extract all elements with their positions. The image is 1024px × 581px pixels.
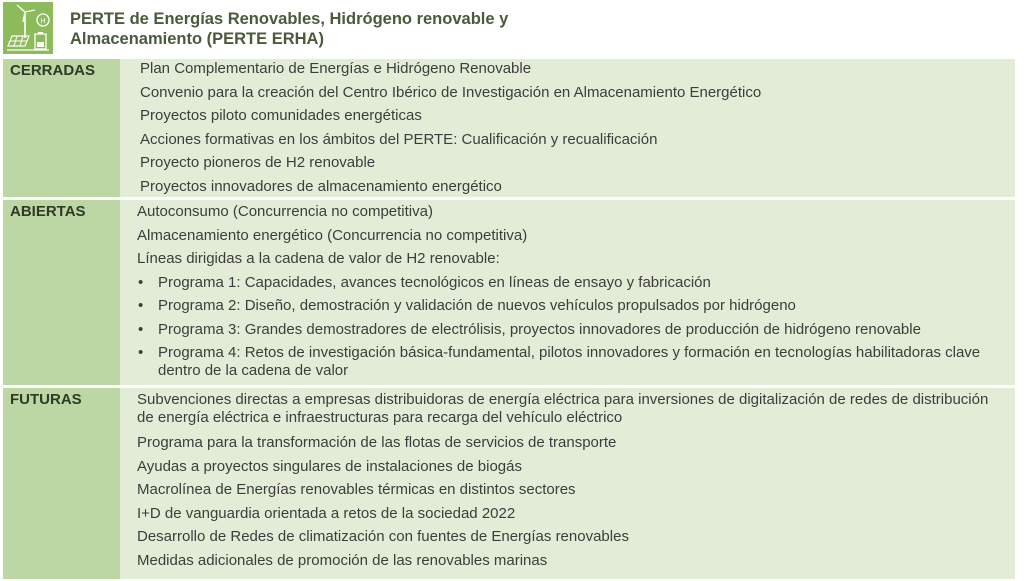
list-item: Macrolínea de Energías renovables térmicas en distintos sectores — [137, 481, 576, 498]
section-body-cerradas — [120, 59, 1015, 197]
list-item: Convenio para la creación del Centro Ibérico de Investigación en Almacenamiento Energético — [140, 84, 762, 101]
section-label-futuras: FUTURAS — [3, 388, 120, 579]
list-item: Desarrollo de Redes de climatización con fuentes de Energías renovables — [137, 528, 629, 545]
list-item: Ayudas a proyectos singulares de instalaciones de biogás — [137, 458, 522, 475]
list-item: Proyecto pioneros de H2 renovable — [140, 154, 376, 171]
section-cerradas — [3, 59, 1015, 197]
list-item: Acciones formativas en los ámbitos del PERTE: Cualificación y recualificación — [140, 131, 658, 148]
page-header — [0, 0, 1016, 56]
list-item: I+D de vanguardia orientada a retos de la sociedad 2022 — [137, 505, 516, 522]
section-body-abiertas — [120, 200, 1015, 385]
list-item: Plan Complementario de Energías e Hidrógeno Renovable — [140, 60, 532, 77]
svg-text:H: H — [40, 18, 46, 25]
section-label-abiertas: ABIERTAS — [3, 200, 120, 385]
list-item: Medidas adicionales de promoción de las renovables marinas — [137, 552, 548, 569]
title-line-2: Almacenamiento (PERTE ERHA) — [70, 30, 324, 48]
bullet-icon: • — [138, 297, 144, 314]
title-line-1: PERTE de Energías Renovables, Hidrógeno renovable y — [70, 10, 509, 28]
bullet-icon: • — [138, 344, 144, 361]
bullet-icon: • — [138, 274, 144, 291]
list-item: Proyectos innovadores de almacenamiento energético — [140, 178, 502, 195]
bullet-icon: • — [138, 321, 144, 338]
bullet-item: Programa 4: Retos de investigación básica-fundamental, pilotos innovadores y formación en tecnologías habilitadoras clave dentro de la cadena de valor — [158, 344, 981, 379]
section-abiertas — [3, 200, 1015, 385]
section-body-futuras — [120, 388, 1015, 579]
list-item: Proyectos piloto comunidades energéticas — [140, 107, 422, 124]
list-item: Subvenciones directas a empresas distribuidoras de energía eléctrica para inversiones de digitalización de redes de distribución de energía eléctrica e infraestructuras para recarga del vehículo eléctrico — [137, 391, 989, 426]
list-item: Autoconsumo (Concurrencia no competitiva) — [137, 203, 433, 220]
bullet-item: Programa 3: Grandes demostradores de electrólisis, proyectos innovadores de producción de hidrógeno renovable — [158, 321, 921, 338]
list-item: Líneas dirigidas a la cadena de valor de H2 renovable: — [137, 250, 500, 267]
wind-solar-battery-icon — [3, 2, 53, 54]
section-label-cerradas: CERRADAS — [3, 59, 120, 197]
section-futuras — [3, 388, 1015, 579]
page-title — [70, 9, 508, 49]
list-item: Almacenamiento energético (Concurrencia no competitiva) — [137, 227, 528, 244]
bullet-item: Programa 2: Diseño, demostración y validación de nuevos vehículos propulsados por hidrógeno — [158, 297, 796, 314]
bullet-item: Programa 1: Capacidades, avances tecnológicos en líneas de ensayo y fabricación — [158, 274, 711, 291]
perte-table — [3, 59, 1015, 579]
list-item: Programa para la transformación de las flotas de servicios de transporte — [137, 434, 617, 451]
